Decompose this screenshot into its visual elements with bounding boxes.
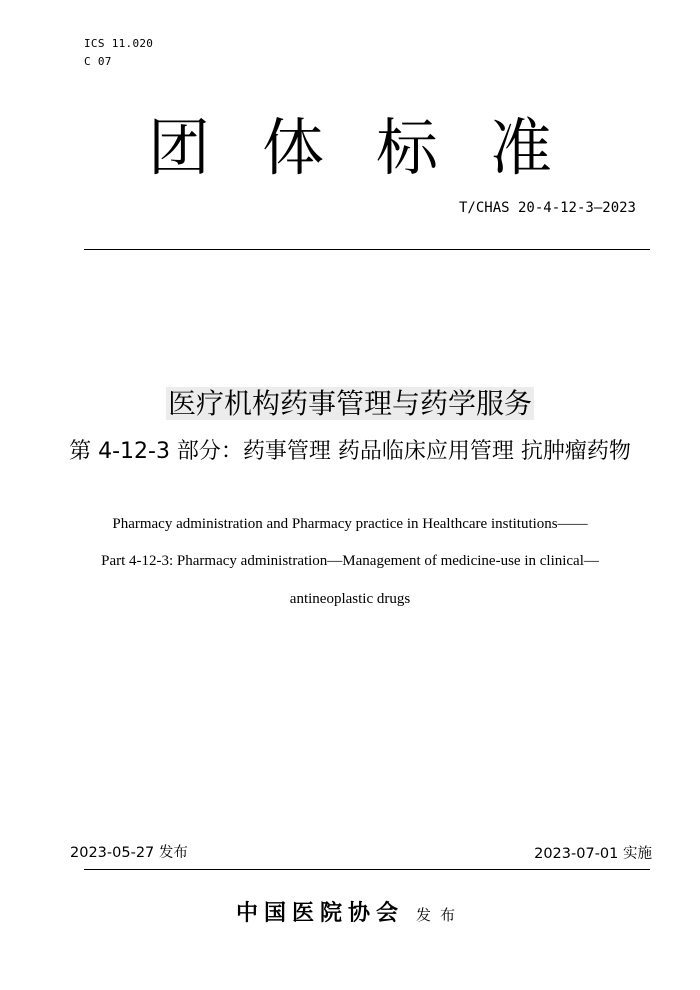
title-char-4: 准 bbox=[490, 111, 553, 184]
standard-type-title bbox=[0, 112, 700, 184]
standard-number: T/CHAS 20-4-12-3—2023 bbox=[458, 200, 636, 216]
bottom-divider bbox=[84, 869, 650, 870]
publisher-name: 中国医院协会 bbox=[235, 901, 404, 926]
title-char-3: 标 bbox=[376, 111, 439, 184]
title-char-2: 体 bbox=[261, 111, 324, 184]
implementation-date: 2023-07-01 实施 bbox=[534, 846, 652, 862]
ics-code: ICS 11.020 bbox=[84, 37, 154, 50]
english-title-line-2: Part 4-12-3: Pharmacy administration—Management of medicine-use in clinical— bbox=[101, 553, 599, 569]
top-divider bbox=[84, 249, 650, 250]
chinese-subtitle: 第 4-12-3 部分：药事管理 药品临床应用管理 抗肿瘤药物 bbox=[69, 439, 631, 464]
publisher-action: 发布 bbox=[416, 906, 465, 924]
ccs-code: C 07 bbox=[84, 55, 112, 68]
english-title-line-1: Pharmacy administration and Pharmacy practice in Healthcare institutions—— bbox=[112, 516, 588, 532]
publish-date: 2023-05-27 发布 bbox=[70, 845, 188, 861]
english-title-line-3: antineoplastic drugs bbox=[289, 591, 411, 607]
chinese-main-title-text: 医疗机构药事管理与药学服务 bbox=[167, 387, 532, 420]
chinese-main-title bbox=[0, 386, 700, 422]
publisher-line bbox=[0, 900, 700, 929]
title-char-1: 团 bbox=[147, 111, 210, 184]
